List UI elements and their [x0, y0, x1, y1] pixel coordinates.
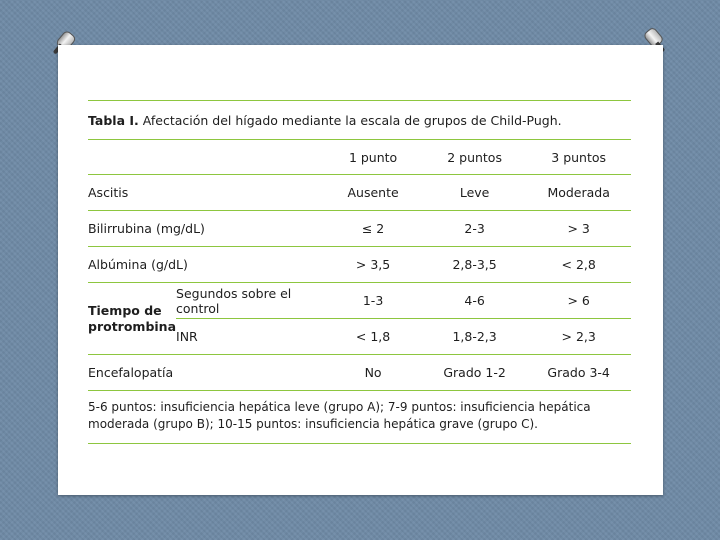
- cell-value: Moderada: [526, 175, 631, 211]
- cell-value: Grado 1-2: [423, 355, 526, 391]
- row-label: Bilirrubina (mg/dL): [88, 211, 323, 247]
- cell-value: < 1,8: [323, 319, 423, 355]
- cell-value: > 3: [526, 211, 631, 247]
- cell-value: < 2,8: [526, 247, 631, 283]
- header-1-punto: 1 punto: [323, 140, 423, 175]
- table-row-ascitis: [88, 175, 631, 211]
- table-row-bilirrubina: [88, 211, 631, 247]
- table-caption: [88, 101, 631, 140]
- table-header-row: [88, 140, 631, 175]
- cell-value: 1,8-2,3: [423, 319, 526, 355]
- row-label: Albúmina (g/dL): [88, 247, 323, 283]
- cell-value: Leve: [423, 175, 526, 211]
- table-footnote: 5-6 puntos: insuficiencia hepática leve (grupo A); 7-9 puntos: insuficiencia hepática moderada (grupo B); 10-15 puntos: insuficiencia hepática grave (grupo C).: [88, 391, 631, 444]
- child-pugh-table: [88, 140, 631, 391]
- cell-value: > 2,3: [526, 319, 631, 355]
- row-label: Ascitis: [88, 175, 323, 211]
- header-3-puntos: 3 puntos: [526, 140, 631, 175]
- row-label-protrombina: Tiempo de protrombina: [88, 283, 176, 355]
- cell-value: Ausente: [323, 175, 423, 211]
- cell-value: 4-6: [423, 283, 526, 319]
- cell-value: No: [323, 355, 423, 391]
- cell-value: > 3,5: [323, 247, 423, 283]
- cell-value: 1-3: [323, 283, 423, 319]
- header-2-puntos: 2 puntos: [423, 140, 526, 175]
- cell-value: Grado 3-4: [526, 355, 631, 391]
- cell-value: > 6: [526, 283, 631, 319]
- row-label: Encefalopatía: [88, 355, 323, 391]
- cell-value: 2-3: [423, 211, 526, 247]
- cell-value: 2,8-3,5: [423, 247, 526, 283]
- caption-label: Tabla I.: [88, 113, 139, 128]
- child-pugh-table-document: [88, 100, 631, 444]
- table-row-encefalopatia: [88, 355, 631, 391]
- sub-row-label: INR: [176, 319, 323, 355]
- table-row-protrombina-segundos: [88, 283, 631, 319]
- cell-value: ≤ 2: [323, 211, 423, 247]
- sub-row-label: Segundos sobre el control: [176, 283, 323, 319]
- table-row-albumina: [88, 247, 631, 283]
- slide-card: [58, 45, 663, 495]
- caption-text: Afectación del hígado mediante la escala de grupos de Child-Pugh.: [138, 113, 562, 128]
